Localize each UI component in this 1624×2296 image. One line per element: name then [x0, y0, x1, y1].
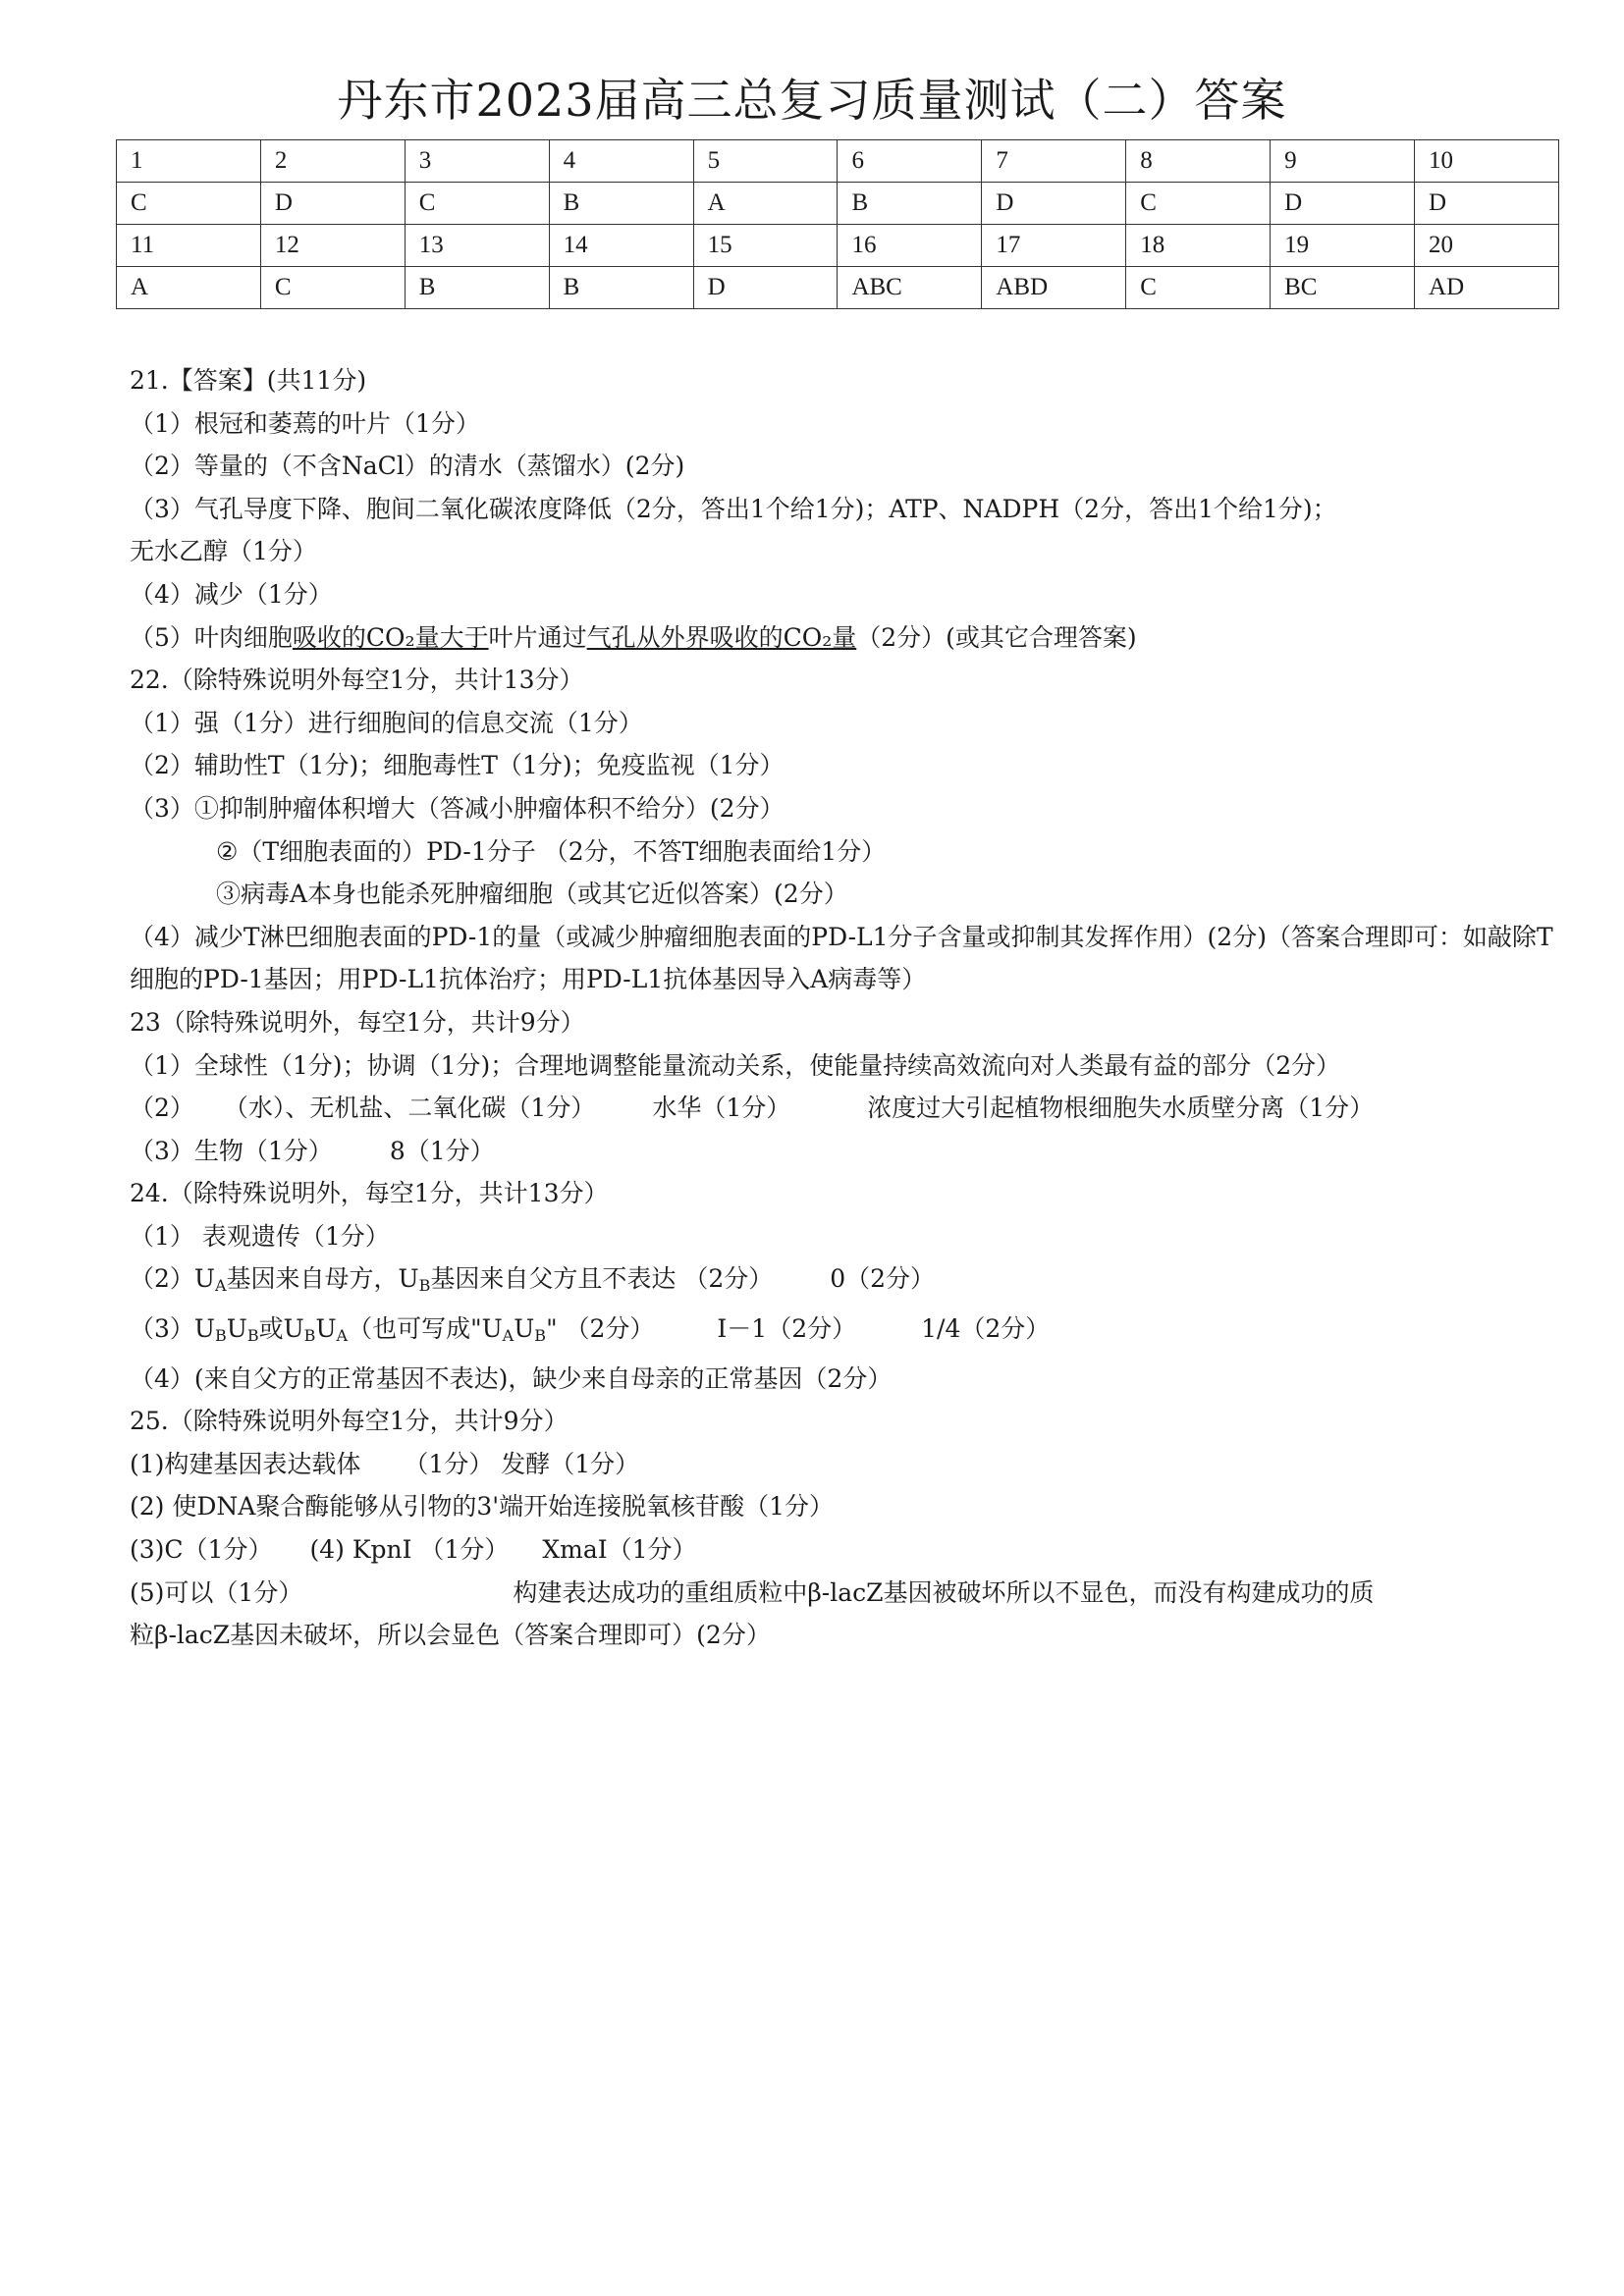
- q23-line-2-b: （水）、无机盐、二氧化碳（1分）: [223, 1094, 596, 1123]
- q25-line-2: (2) 使DNA聚合酶能够从引物的3'端开始连接脱氧核苷酸（1分）: [130, 1492, 835, 1522]
- answer-cell: D: [1271, 183, 1415, 225]
- question-number-cell: 4: [549, 140, 693, 183]
- question-number-cell: 11: [117, 225, 261, 267]
- answer-cell: B: [549, 267, 693, 309]
- q22-line-3: （3）①抑制肿瘤体积增大（答减小肿瘤体积不给分）(2分）: [130, 793, 785, 823]
- answer-cell: ABC: [838, 267, 982, 309]
- answer-cell: BC: [1271, 267, 1415, 309]
- answer-table-row: [117, 225, 1559, 267]
- q21-line-5: [130, 616, 1553, 660]
- answer-content: [130, 359, 1553, 1657]
- q23-line-2-d: 浓度过大引起植物根细胞失水质壁分离（1分）: [867, 1094, 1375, 1123]
- q24-line-3-d: U: [315, 1314, 337, 1344]
- q21-line-2: （2）等量的（不含NaCl）的清水（蒸馏水）(2分): [130, 452, 685, 481]
- q25-line-3: [130, 1528, 1553, 1572]
- q23-line-3: [130, 1130, 1553, 1173]
- answer-cell: C: [117, 183, 261, 225]
- answer-table: [116, 139, 1559, 309]
- q25-line-1: [130, 1443, 1553, 1486]
- q21-line-5-b: 叶片通过: [488, 622, 587, 652]
- q21-line-5-underline-2: 气孔从外界吸收的CO₂量: [586, 622, 857, 652]
- q24-line-2-a: （2）U: [130, 1264, 215, 1294]
- page-title: 丹东市2023届高三总复习质量测试（二）答案: [337, 74, 1287, 127]
- q25-line-3-b: (4) KpnI （1分）: [309, 1535, 510, 1565]
- q25-line-4-a: (5)可以（1分）: [130, 1577, 303, 1607]
- question-number-cell: 16: [838, 225, 982, 267]
- question-number-cell: 17: [982, 225, 1126, 267]
- answer-cell: B: [838, 183, 982, 225]
- q22-line-1: （1）强（1分）进行细胞间的信息交流（1分）: [130, 708, 643, 737]
- q24-line-3-h: Ⅰ－1（2分）: [717, 1314, 857, 1344]
- q24-line-3-sub-3: B: [303, 1326, 316, 1346]
- q23-line-1: （1）全球性（1分)；协调（1分)；合理地调整能量流动关系，使能量持续高效流向对人类最有益的部分（2分）: [130, 1050, 1341, 1080]
- q22-line-3c: ③病毒A本身也能杀死肿瘤细胞（或其它近似答案）(2分）: [216, 880, 848, 909]
- q24-line-3-sub-1: B: [214, 1326, 227, 1346]
- question-number-cell: 9: [1271, 140, 1415, 183]
- answer-cell: C: [1126, 267, 1271, 309]
- q24-line-3-a: （3）U: [130, 1314, 215, 1344]
- q24-line-3-sub-5: A: [502, 1326, 514, 1346]
- question-number-cell: 6: [838, 140, 982, 183]
- q21-line-5-c: （2分）(或其它合理答案): [856, 622, 1137, 652]
- q24-line-3-i: 1/4（2分）: [921, 1314, 1051, 1344]
- q24-line-3-g: " （2分）: [546, 1314, 655, 1344]
- q25-line-3-c: XmaI（1分）: [542, 1535, 697, 1565]
- q25-line-4: [130, 1572, 1553, 1615]
- question-number-cell: 15: [693, 225, 838, 267]
- question-number-cell: 19: [1271, 225, 1415, 267]
- q23-line-2-c: 水华（1分）: [652, 1094, 791, 1123]
- answer-cell: D: [693, 267, 838, 309]
- question-number-cell: 5: [693, 140, 838, 183]
- question-number-cell: 1: [117, 140, 261, 183]
- answer-cell: C: [260, 267, 405, 309]
- question-number-cell: 12: [260, 225, 405, 267]
- question-number-cell: 7: [982, 140, 1126, 183]
- answer-cell: AD: [1415, 267, 1559, 309]
- answer-cell: D: [260, 183, 405, 225]
- q21-line-3: （3）气孔导度下降、胞间二氧化碳浓度降低（2分，答出1个给1分)；ATP、NADPH（2分，答出1个给1分)；: [130, 494, 1337, 523]
- answer-cell: D: [982, 183, 1126, 225]
- answer-table-row: [117, 267, 1559, 309]
- answer-cell: A: [693, 183, 838, 225]
- q24-line-2-d: 0（2分）: [830, 1264, 936, 1294]
- answer-cell: C: [1126, 183, 1271, 225]
- q22-line-2: （2）辅助性T（1分)；细胞毒性T（1分)；免疫监视（1分）: [130, 751, 785, 780]
- q25-line-4c: 粒β-lacZ基因未破坏，所以会显色（答案合理即可）(2分）: [130, 1621, 771, 1650]
- q24-line-2: [130, 1257, 1553, 1308]
- q24-line-4: （4）(来自父方的正常基因不表达)，缺少来自母亲的正常基因（2分）: [130, 1363, 893, 1393]
- question-number-cell: 2: [260, 140, 405, 183]
- q24-line-2-sub-2: B: [418, 1276, 431, 1296]
- q24-line-2-b: 基因来自母方，U: [226, 1264, 419, 1294]
- q24-line-3-e: （也可写成"U: [348, 1314, 503, 1344]
- q24-line-3: [130, 1308, 1553, 1358]
- q24-line-2-c: 基因来自父方且不表达 （2分）: [430, 1264, 774, 1294]
- q23-header: 23（除特殊说明外，每空1分，共计9分）: [130, 1007, 585, 1037]
- q21-line-4: （4）减少（1分）: [130, 579, 333, 609]
- answer-table-row: [117, 183, 1559, 225]
- question-number-cell: 3: [405, 140, 549, 183]
- q25-line-1-b: （1分） 发酵（1分）: [404, 1449, 640, 1478]
- q21-line-3b: 无水乙醇（1分）: [130, 537, 317, 566]
- q24-line-1: （1） 表观遗传（1分）: [130, 1221, 390, 1251]
- question-number-cell: 14: [549, 225, 693, 267]
- question-number-cell: 13: [405, 225, 549, 267]
- answer-cell: B: [549, 183, 693, 225]
- q24-line-2-sub-1: A: [214, 1276, 227, 1296]
- q24-header: 24.（除特殊说明外，每空1分，共计13分）: [130, 1179, 609, 1208]
- q21-line-5-a: （5）叶肉细胞: [130, 622, 293, 652]
- q21-line-5-underline-1: 吸收的CO₂量大于: [292, 622, 489, 652]
- q25-line-1-a: (1)构建基因表达载体: [130, 1449, 361, 1478]
- question-number-cell: 8: [1126, 140, 1271, 183]
- q25-line-3-a: (3)C（1分）: [130, 1535, 273, 1565]
- q22-line-3b: ②（T细胞表面的）PD-1分子 （2分，不答T细胞表面给1分）: [216, 836, 887, 866]
- answer-cell: A: [117, 267, 261, 309]
- q25-line-4-b: 构建表达成功的重组质粒中β-lacZ基因被破坏所以不显色，而没有构建成功的质: [513, 1577, 1375, 1607]
- q24-line-3-sub-4: A: [336, 1326, 349, 1346]
- question-number-cell: 20: [1415, 225, 1559, 267]
- q23-line-3-b: 8（1分）: [389, 1136, 495, 1165]
- q23-line-2-a: （2）: [130, 1094, 194, 1123]
- q24-line-3-f: U: [514, 1314, 535, 1344]
- q22-header: 22.（除特殊说明外每空1分，共计13分）: [130, 666, 584, 695]
- q24-line-3-b: U: [226, 1314, 247, 1344]
- q23-line-2: [130, 1087, 1553, 1130]
- answer-cell: C: [405, 183, 549, 225]
- q25-header: 25.（除特殊说明外每空1分，共计9分）: [130, 1407, 568, 1436]
- answer-cell: ABD: [982, 267, 1126, 309]
- answer-cell: B: [405, 267, 549, 309]
- question-number-cell: 10: [1415, 140, 1559, 183]
- q22-line-4: （4）减少T淋巴细胞表面的PD-1的量（或减少肿瘤细胞表面的PD-L1分子含量或抑制其发挥作用）(2分)（答案合理即可：如敲除T细胞的PD-1基因；用PD-L1抗体治疗；用PD-L1抗体基因导入A病毒等）: [130, 922, 1553, 994]
- q21-header: 21.【答案】(共11分): [130, 366, 367, 395]
- q24-line-3-sub-6: B: [534, 1326, 547, 1346]
- q24-line-3-sub-2: B: [246, 1326, 259, 1346]
- q24-line-3-c: 或U: [258, 1314, 304, 1344]
- q21-line-1: （1）根冠和萎蔫的叶片（1分）: [130, 408, 480, 438]
- question-number-cell: 18: [1126, 225, 1271, 267]
- answer-table-row: [117, 140, 1559, 183]
- answer-cell: D: [1415, 183, 1559, 225]
- q23-line-3-a: （3）生物（1分）: [130, 1136, 333, 1165]
